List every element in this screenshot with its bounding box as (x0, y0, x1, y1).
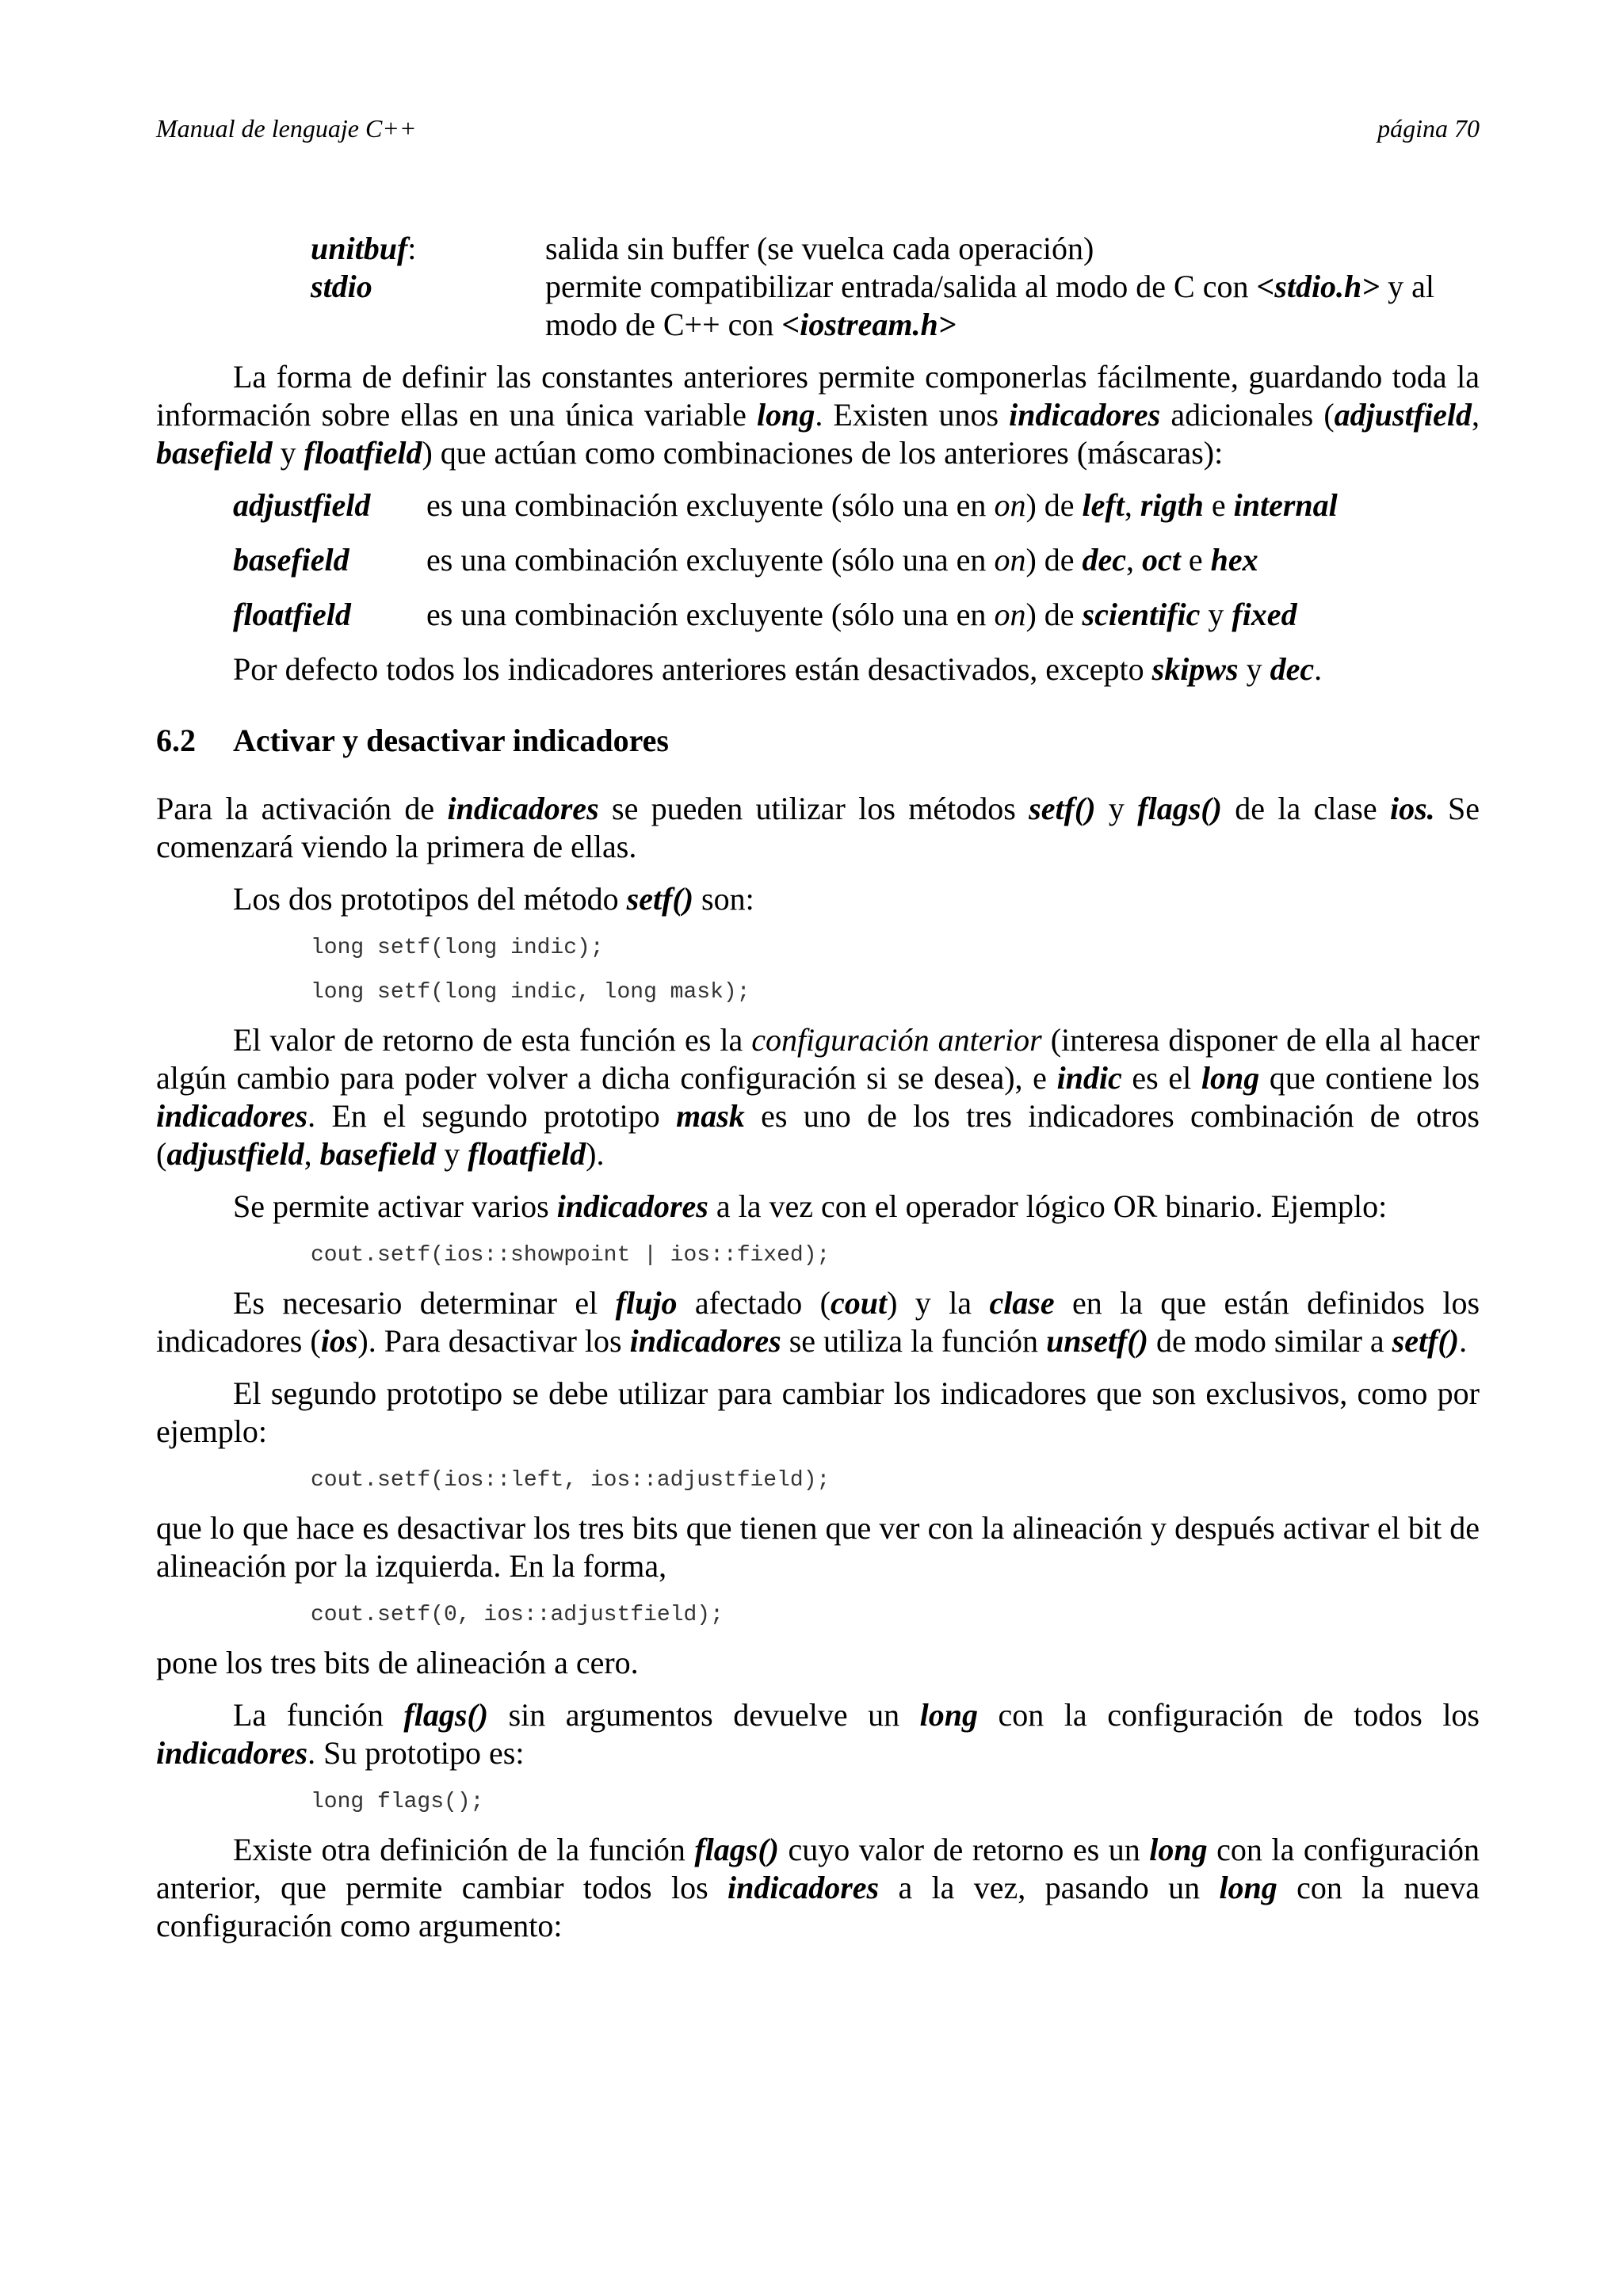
paragraph: La función flags() sin argumentos devuelve un long con la configuración de todos los indicadores. Su prototipo es: (156, 1697, 1480, 1771)
page-content (156, 230, 1480, 1959)
mask-term: adjustfield (233, 487, 371, 523)
mask-desc: es una combinación excluyente (sólo una en on) de scientific y fixed (426, 597, 1297, 632)
definition-row (156, 268, 1480, 344)
code-line: long flags(); (311, 1790, 484, 1814)
paragraph: Es necesario determinar el flujo afectado (cout) y la clase en la que están definidos los indicadores (ios). Para desactivar los indicadores se utiliza la función unsetf() de modo similar a setf(). (156, 1285, 1480, 1359)
paragraph: Se permite activar varios indicadores a la vez con el operador lógico OR binario. Ejemplo: (233, 1188, 1388, 1224)
definition-row (156, 230, 1480, 268)
paragraph: Los dos prototipos del método setf() son: (233, 881, 754, 917)
paragraph: La forma de definir las constantes anteriores permite componerlas fácilmente, guardando toda la información sobre ellas en una única variable long. Existen unos indicadores adicionales (adjustfield, basefield y floatfield) que actúan como combinaciones de los anteriores (máscaras): (156, 359, 1480, 471)
section-title: Activar y desactivar indicadores (233, 723, 669, 758)
definition-desc: salida sin buffer (se vuelca cada operación) (545, 231, 1094, 266)
section-heading (156, 722, 1480, 760)
page-header (156, 113, 1480, 144)
mask-list (156, 486, 1480, 634)
paragraph: pone los tres bits de alineación a cero. (156, 1645, 639, 1680)
definition-list (156, 230, 1480, 344)
header-page-number: página 70 (1377, 114, 1480, 143)
mask-row (156, 486, 1480, 524)
definition-term: unitbuf: (311, 231, 417, 266)
mask-row (156, 596, 1480, 634)
code-line: cout.setf(ios::showpoint | ios::fixed); (311, 1243, 831, 1268)
header-title: Manual de lenguaje C++ (156, 114, 417, 143)
paragraph: El valor de retorno de esta función es la configuración anterior (interesa disponer de ella al hacer algún cambio para poder volver a dicha configuración si se desea), e indic es el long que contiene los indicadores. En el segundo prototipo mask es uno de los tres indicadores combinación de otros (adjustfield, basefield y floatfield). (156, 1022, 1480, 1172)
paragraph: Para la activación de indicadores se pueden utilizar los métodos setf() y flags() de la clase ios. Se comenzará viendo la primera de ellas. (156, 791, 1480, 864)
mask-term: basefield (233, 542, 349, 578)
mask-row (156, 541, 1480, 579)
code-line: cout.setf(0, ios::adjustfield); (311, 1603, 724, 1627)
mask-desc: es una combinación excluyente (sólo una en on) de left, rigth e internal (426, 487, 1338, 523)
paragraph: Existe otra definición de la función flags() cuyo valor de retorno es un long con la configuración anterior, que permite cambiar todos los indicadores a la vez, pasando un long con la nueva configuración como argumento: (156, 1832, 1480, 1943)
code-line: long setf(long indic, long mask); (311, 980, 750, 1005)
mask-term: floatfield (233, 597, 351, 632)
code-line: cout.setf(ios::left, ios::adjustfield); (311, 1468, 831, 1493)
definition-desc: permite compatibilizar entrada/salida al modo de C con <stdio.h> y al modo de C++ con <iostream.h> (545, 269, 1434, 342)
section-number: 6.2 (156, 723, 196, 758)
paragraph: que lo que hace es desactivar los tres bits que tienen que ver con la alineación y después activar el bit de alineación por la izquierda. En la forma, (156, 1510, 1480, 1584)
code-line: long setf(long indic); (311, 936, 604, 960)
mask-desc: es una combinación excluyente (sólo una en on) de dec, oct e hex (426, 542, 1258, 578)
paragraph: El segundo prototipo se debe utilizar para cambiar los indicadores que son exclusivos, como por ejemplo: (156, 1375, 1480, 1449)
paragraph: Por defecto todos los indicadores anteriores están desactivados, excepto skipws y dec. (233, 651, 1323, 687)
definition-term: stdio (311, 269, 372, 304)
